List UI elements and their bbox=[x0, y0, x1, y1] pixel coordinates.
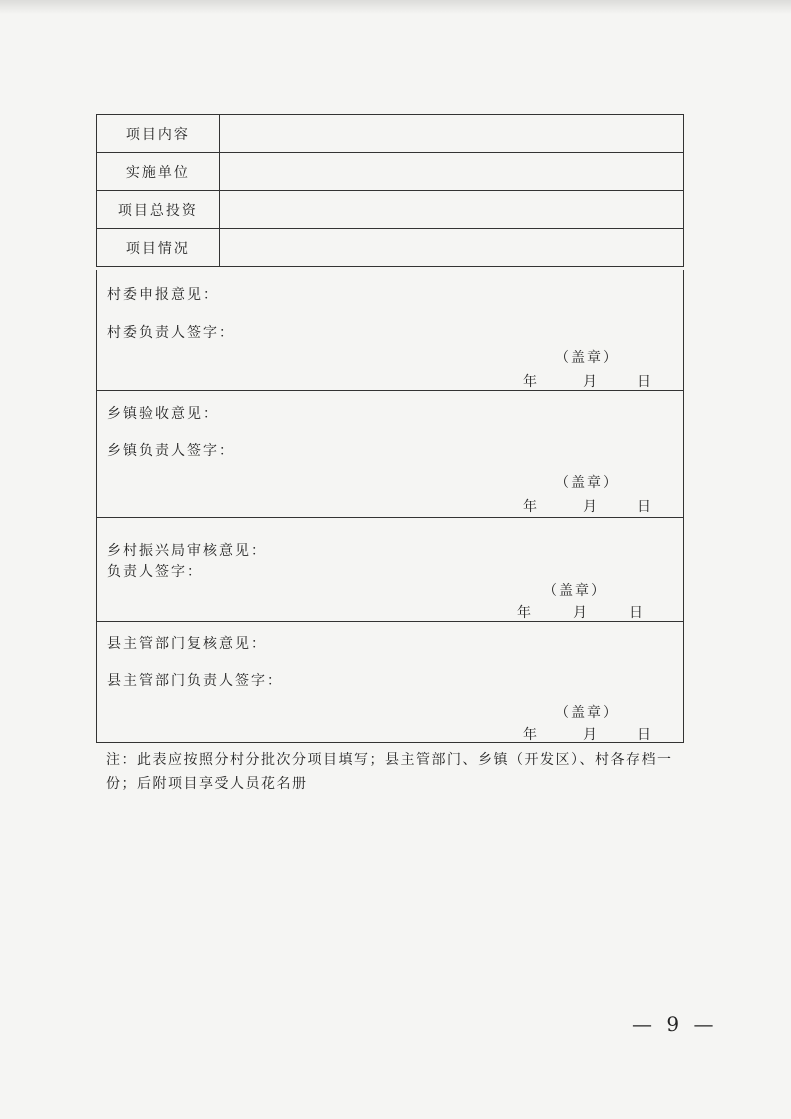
row-value-content[interactable] bbox=[219, 115, 683, 153]
village-opinion-label: 村委申报意见： bbox=[107, 287, 219, 303]
row-label-investment: 项目总投资 bbox=[97, 191, 220, 229]
township-opinion-label: 乡镇验收意见： bbox=[107, 406, 219, 422]
row-value-unit[interactable] bbox=[219, 153, 683, 191]
project-info-table bbox=[96, 114, 684, 267]
table-row bbox=[97, 191, 684, 229]
bureau-sign-label: 负责人签字： bbox=[107, 564, 203, 580]
table-row bbox=[97, 229, 684, 267]
row-value-situation[interactable] bbox=[219, 229, 683, 267]
day-label: 日 bbox=[637, 374, 651, 390]
seal-label: （盖章） bbox=[543, 583, 607, 599]
year-label: 年 bbox=[523, 374, 537, 390]
county-opinion-box[interactable] bbox=[96, 622, 684, 743]
table-row bbox=[97, 115, 684, 153]
year-label: 年 bbox=[517, 605, 531, 621]
day-label: 日 bbox=[637, 499, 651, 515]
seal-label: （盖章） bbox=[555, 350, 619, 366]
month-label: 月 bbox=[573, 605, 587, 621]
bureau-opinion-box[interactable] bbox=[96, 518, 684, 622]
seal-label: （盖章） bbox=[555, 475, 619, 491]
month-label: 月 bbox=[583, 727, 597, 743]
row-label-situation: 项目情况 bbox=[97, 229, 220, 267]
township-opinion-box[interactable] bbox=[96, 391, 684, 518]
year-label: 年 bbox=[523, 727, 537, 743]
row-label-unit: 实施单位 bbox=[97, 153, 220, 191]
scan-edge bbox=[0, 0, 791, 14]
page-number: — 9 — bbox=[632, 1012, 718, 1036]
township-sign-label: 乡镇负责人签字： bbox=[107, 443, 235, 459]
month-label: 月 bbox=[583, 499, 597, 515]
seal-label: （盖章） bbox=[555, 705, 619, 721]
month-label: 月 bbox=[583, 374, 597, 390]
county-sign-label: 县主管部门负责人签字： bbox=[107, 673, 283, 689]
footnote: 注：此表应按照分村分批次分项目填写；县主管部门、乡镇（开发区）、村各存档一份；后附项目享受人员花名册 bbox=[106, 752, 673, 792]
row-label-content: 项目内容 bbox=[97, 115, 220, 153]
table-row bbox=[97, 153, 684, 191]
day-label: 日 bbox=[637, 727, 651, 743]
village-opinion-box[interactable] bbox=[96, 270, 684, 391]
year-label: 年 bbox=[523, 499, 537, 515]
bureau-opinion-label: 乡村振兴局审核意见： bbox=[107, 543, 267, 559]
row-value-investment[interactable] bbox=[219, 191, 683, 229]
village-sign-label: 村委负责人签字： bbox=[107, 325, 235, 341]
county-opinion-label: 县主管部门复核意见： bbox=[107, 636, 267, 652]
day-label: 日 bbox=[629, 605, 643, 621]
